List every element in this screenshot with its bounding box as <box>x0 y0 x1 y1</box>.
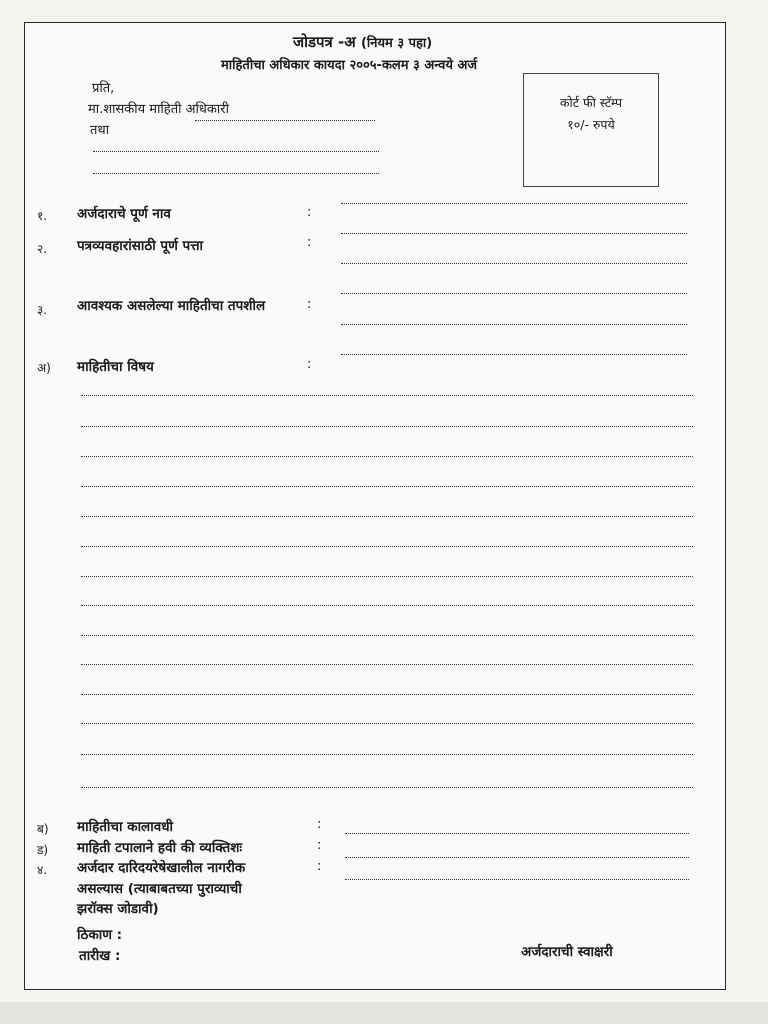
form-title <box>293 32 432 52</box>
subject-line[interactable] <box>81 426 693 427</box>
stamp-amount: १०/- रुपये <box>567 117 615 132</box>
applicant-name-line-2[interactable] <box>341 233 687 234</box>
field-label-details: आवश्यक असलेल्या माहितीचा तपशील <box>77 298 266 314</box>
place-label: ठिकाण : <box>77 927 123 943</box>
page-bottom-edge <box>0 1002 768 1024</box>
applicant-address-line-1[interactable] <box>341 263 687 264</box>
address-officer: मा.शासकीय माहिती अधिकारी <box>88 102 229 117</box>
subject-line[interactable] <box>81 456 693 457</box>
field-number: ड) <box>37 843 49 857</box>
address-line-2 <box>93 173 379 174</box>
applicant-name-line[interactable] <box>341 203 687 204</box>
address-tatha: तथा <box>90 123 110 138</box>
bpl-note-line-2: झरॉक्स जोडावी) <box>77 901 159 917</box>
field-colon: : <box>307 297 312 312</box>
field-colon: : <box>307 205 312 220</box>
subject-line[interactable] <box>81 754 693 755</box>
field-number: ४. <box>37 863 48 877</box>
subject-line[interactable] <box>81 664 693 665</box>
stamp-label: कोर्ट फी स्टॅम्प <box>559 95 623 110</box>
subject-line[interactable] <box>81 723 693 724</box>
field-label-bpl: अर्जदार दारिदयरेषेखालील नागरीक <box>77 860 246 876</box>
signature-label: अर्जदाराची स्वाक्षरी <box>521 944 613 960</box>
subject-line[interactable] <box>81 605 693 606</box>
form-title-main: जोडपत्र -अ <box>293 33 356 51</box>
address-prati: प्रति, <box>92 81 115 96</box>
date-label: तारीख : <box>79 948 121 964</box>
bpl-line[interactable] <box>345 879 689 880</box>
field-number: अ) <box>37 361 51 375</box>
field-label-name: अर्जदाराचे पूर्ण नाव <box>77 206 171 222</box>
address-line-1 <box>93 151 379 152</box>
field-label-period: माहितीचा कालावधी <box>77 819 174 835</box>
field-colon: : <box>317 859 322 874</box>
delivery-line[interactable] <box>345 857 689 858</box>
field-number: ३. <box>37 303 48 317</box>
address-underline-1 <box>195 120 375 121</box>
field-number: १. <box>37 209 48 223</box>
subject-line[interactable] <box>81 516 693 517</box>
field-number: २. <box>37 242 48 256</box>
subject-line[interactable] <box>81 635 693 636</box>
subject-line[interactable] <box>81 694 693 695</box>
applicant-address-line-2[interactable] <box>341 293 687 294</box>
bpl-note-line-1: असल्यास (त्याबाबतच्या पुराव्याची <box>77 881 242 897</box>
court-fee-stamp-box <box>523 73 659 187</box>
field-colon: : <box>307 235 312 250</box>
information-details-line-1[interactable] <box>341 324 687 325</box>
subject-line[interactable] <box>81 576 693 577</box>
field-colon: : <box>317 817 322 832</box>
subject-line[interactable] <box>81 486 693 487</box>
field-label-address: पत्रव्यवहारांसाठी पूर्ण पत्ता <box>77 238 204 254</box>
form-title-rule: (नियम ३ पहा) <box>360 36 433 51</box>
field-number: ब) <box>37 822 49 836</box>
subject-line[interactable] <box>81 787 693 788</box>
field-label-subject: माहितीचा विषय <box>77 359 154 375</box>
subject-line[interactable] <box>81 395 693 396</box>
field-colon: : <box>307 357 312 372</box>
application-form <box>24 22 726 990</box>
information-details-line-2[interactable] <box>341 354 687 355</box>
period-line[interactable] <box>345 833 689 834</box>
field-colon: : <box>317 838 322 853</box>
form-subtitle: माहितीचा अधिकार कायदा २००५-कलम ३ अन्वये अर्ज <box>221 58 478 73</box>
subject-line[interactable] <box>81 546 693 547</box>
field-label-delivery: माहिती टपालाने हवी की व्यक्तिशः <box>77 840 243 856</box>
